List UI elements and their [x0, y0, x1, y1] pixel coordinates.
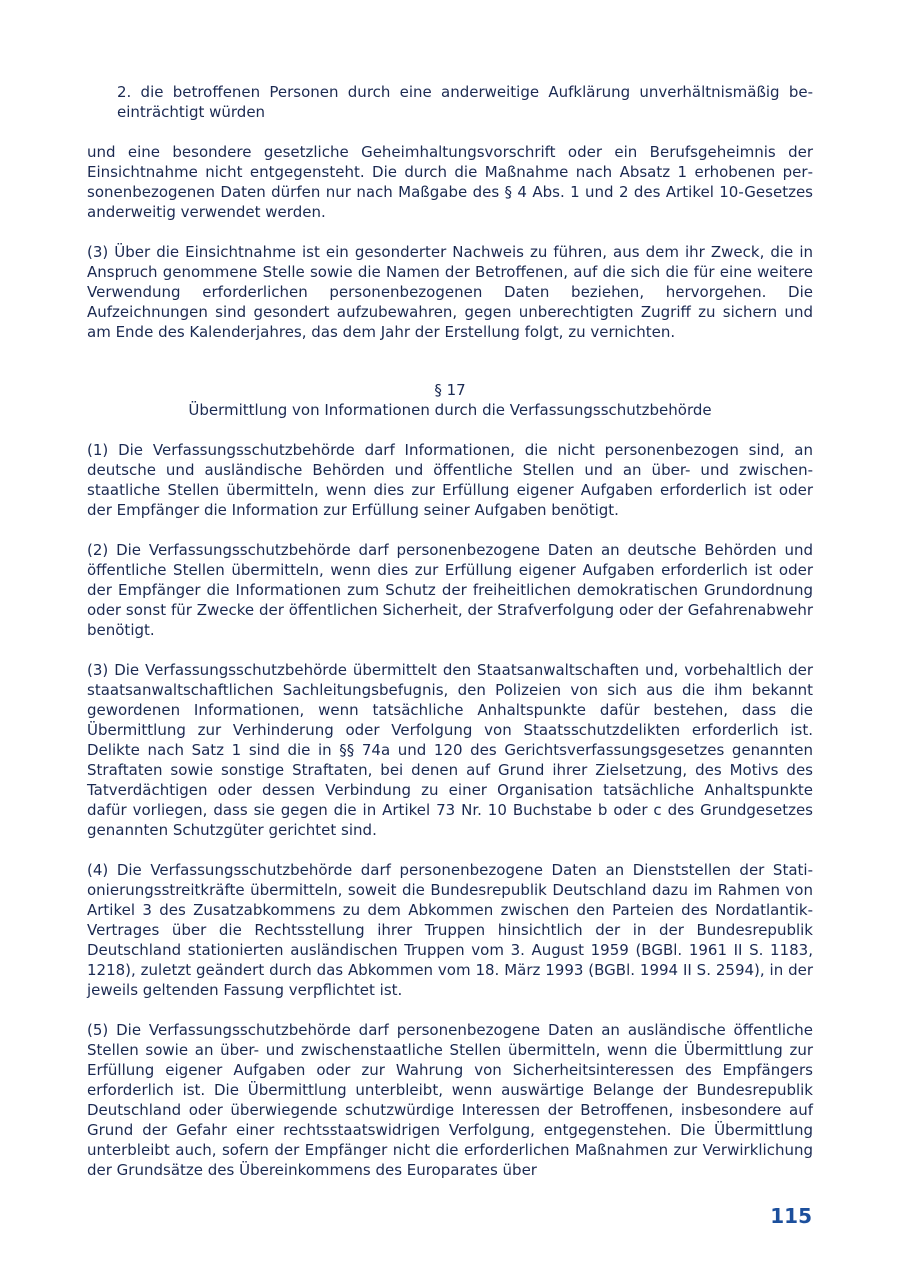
paragraph-4: (4) Die Verfassungsschutzbehörde darf personenbezogene Daten an Dienststellen der Stationierungsstreitkräfte übermitteln, soweit die Bundesrepublik Deutschland dazu im Rahmen von Artikel 3 des Zusatzabkommens zu dem Abkommen zwischen den Parteien des Nordatlantik-Vertrages über die Rechtsstellung ihrer Truppen hinsichtlich der in der Bundesrepublik Deutschland stationierten ausländischen Truppen vom 3. August 1959 (BGBl. 1961 II S. 1183, 1218), zuletzt geändert durch das Abkommen vom 18. März 1993 (BGBl. 1994 II S. 2594), in der jeweils geltenden Fassung verpflichtet ist. [87, 861, 813, 999]
list-item-2: 2. die betroffenen Personen durch eine anderweitige Aufklärung unverhältnismäßig beeinträchtigt würden [117, 83, 813, 121]
paragraph-5: (5) Die Verfassungsschutzbehörde darf personenbezogene Daten an ausländische öffentliche Stellen sowie an über- und zwischenstaatliche Stellen übermitteln, wenn die Übermittlung zur Erfüllung eigener Aufgaben oder zur Wahrung von Sicherheitsinteressen des Empfängers erforderlich ist. Die Übermittlung unterbleibt, wenn auswärtige Belange der Bundesrepublik Deutschland oder überwiegende schutzwürdige Interessen der Betroffenen, insbesondere auf Grund der Gefahr einer rechtsstaatswidrigen Verfolgung, entgegenstehen. Die Übermittlung unterbleibt auch, sofern der Empfänger nicht die erforderlichen Maßnahmen zur Verwirklichung der Grundsätze des Übereinkommens des Europarates über [87, 1021, 813, 1179]
paragraph-2: (2) Die Verfassungsschutzbehörde darf personenbezogene Daten an deutsche Behörden und öffentliche Stellen übermitteln, wenn dies zur Erfüllung eigener Aufgaben erforderlich ist oder der Empfänger die Informationen zum Schutz der freiheitlichen demokratischen Grundordnung oder sonst für Zwecke der öffentlichen Sicherheit, der Strafverfolgung oder der Gefahrenabwehr benötigt. [87, 541, 813, 639]
paragraph-3-einsichtnahme: (3) Über die Einsichtnahme ist ein gesonderter Nachweis zu führen, aus dem ihr Zweck, die in Anspruch genommene Stelle sowie die Namen der Betroffenen, auf die sich die für eine weitere Verwendung erforderlichen personenbezogenen Daten beziehen, hervorgehen. Die Aufzeichnungen sind gesondert aufzubewahren, gegen unberechtigten Zugriff zu sichern und am Ende des Kalenderjahres, das dem Jahr der Erstellung folgt, zu vernichten. [87, 243, 813, 341]
section-title: Übermittlung von Informationen durch die Verfassungsschutzbehörde [188, 401, 712, 419]
paragraph-1: (1) Die Verfassungsschutzbehörde darf Informationen, die nicht personenbezogen sind, an deutsche und ausländische Behörden und öffentliche Stellen und an über- und zwischenstaatliche Stellen übermitteln, wenn dies zur Erfüllung eigener Aufgaben erforderlich ist oder der Empfänger die Information zur Erfüllung seiner Aufgaben benötigt. [87, 441, 813, 519]
section-number: § 17 [434, 381, 466, 399]
paragraph-3: (3) Die Verfassungsschutzbehörde übermittelt den Staatsanwaltschaften und, vorbehaltlich der staatsanwaltschaftlichen Sachleitungsbefugnis, den Polizeien von sich aus die ihm bekannt gewordenen Informationen, wenn tatsächliche Anhaltspunkte dafür bestehen, dass die Übermittlung zur Verhinderung oder Verfolgung von Staatsschutzdelikten erforderlich ist. Delikte nach Satz 1 sind die in §§ 74a und 120 des Gerichtsverfassungsgesetzes genannten Straftaten sowie sonstige Straftaten, bei denen auf Grund ihrer Zielsetzung, des Motivs des Tatverdächtigen oder dessen Verbindung zu einer Organisation tatsächliche Anhaltspunkte dafür vorliegen, dass sie gegen die in Artikel 73 Nr. 10 Buchstabe b oder c des Grundgesetzes genannten Schutzgüter gerichtet sind. [87, 661, 813, 839]
page-number: 115 [770, 1204, 812, 1228]
document-page [87, 82, 813, 1180]
continuation-paragraph: und eine besondere gesetzliche Geheimhaltungsvorschrift oder ein Berufsgeheimnis der Einsichtnahme nicht entgegensteht. Die durch die Maßnahme nach Absatz 1 erhobenen personenbezogenen Daten dürfen nur nach Maßgabe des § 4 Abs. 1 und 2 des Artikel 10-Gesetzes anderweitig verwendet werden. [87, 143, 813, 221]
